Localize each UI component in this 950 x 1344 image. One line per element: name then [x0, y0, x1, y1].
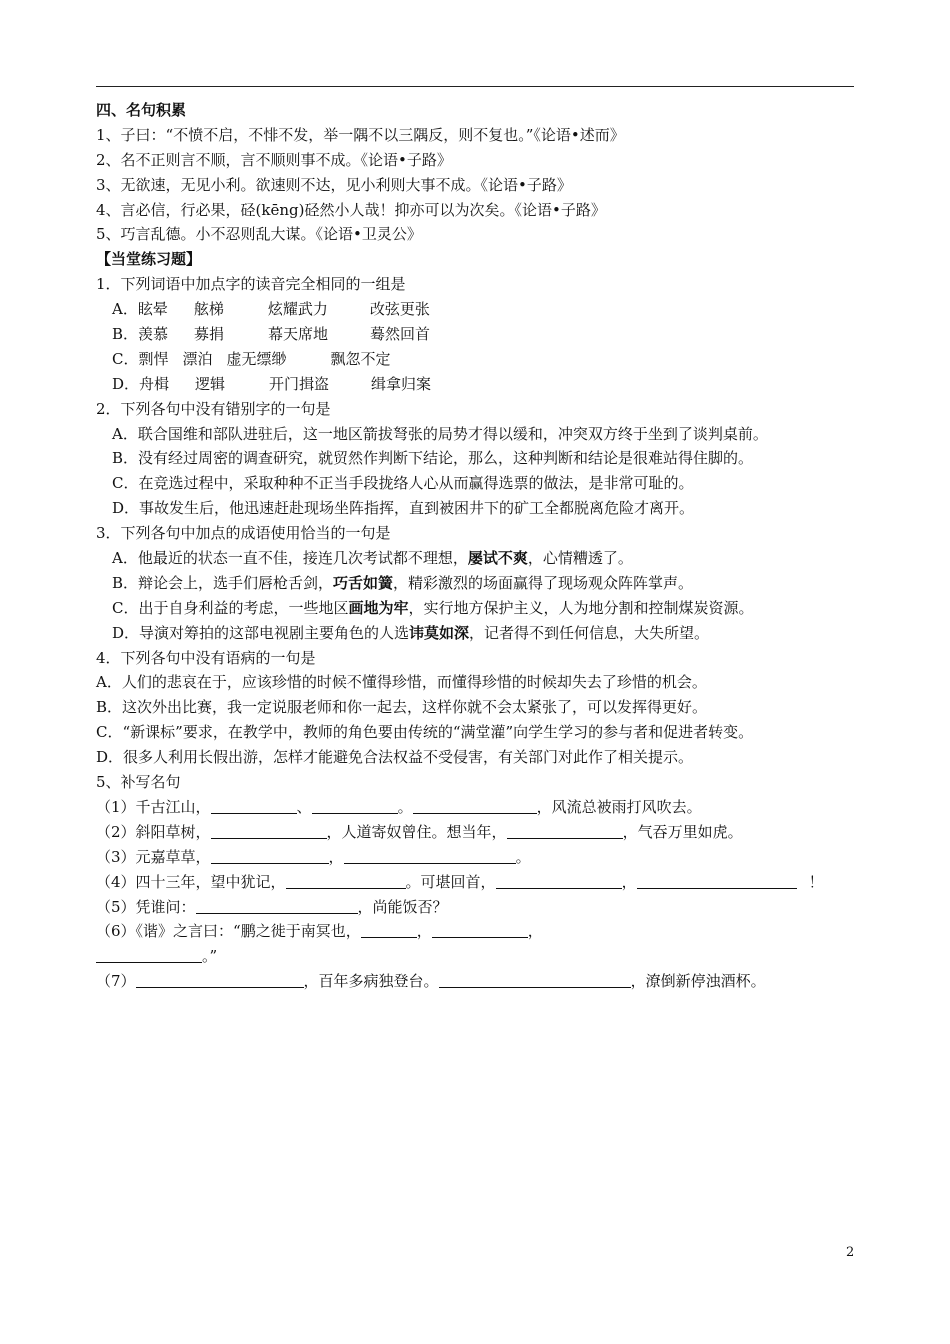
question-stem: 4．下列各句中没有语病的一句是: [96, 648, 316, 667]
fill-text: 。: [515, 847, 531, 866]
practice-heading: 【当堂练习题】: [96, 250, 202, 269]
fill-text: ！: [808, 872, 824, 891]
word: 炫耀武力: [267, 300, 328, 319]
question-stem: 2．下列各句中没有错别字的一句是: [96, 399, 331, 418]
page-number: 2: [846, 1245, 855, 1260]
word: 改弦更张: [369, 300, 430, 319]
word: 舷梯: [193, 300, 224, 319]
option-text: B．辩论会上，选手们唇枪舌剑，: [112, 573, 334, 592]
fill-text: 。: [397, 797, 413, 816]
fill-blank[interactable]: [211, 798, 297, 814]
word: 缉拿归案: [371, 374, 432, 393]
fill-blank[interactable]: [136, 972, 304, 988]
fill-text: （2）斜阳草树，: [96, 822, 211, 841]
fill-text: ，风流总被雨打风吹去。: [536, 797, 702, 816]
q1-option-c: [96, 347, 856, 372]
idiom: 画地为牢: [348, 598, 409, 617]
option-label: D．: [112, 374, 140, 393]
option-text: ，精彩激烈的场面赢得了现场观众阵阵掌声。: [393, 573, 694, 592]
word: 眩晕: [137, 300, 168, 319]
fill-text: ，气吞万里如虎。: [622, 822, 743, 841]
fill-line-6-cont: [96, 944, 856, 969]
q2-option: D．事故发生后，他迅速赶赴现场坐阵指挥，直到被困井下的矿工全都脱离危险才离开。: [112, 499, 695, 518]
fill-text: ，人道寄奴曾住。想当年，: [326, 822, 507, 841]
q3-option: [96, 571, 856, 596]
word: 舟楫: [139, 374, 170, 393]
fill-text: ，百年多病独登台。: [303, 972, 439, 991]
fill-blank[interactable]: [96, 947, 202, 963]
idiom: 讳莫如深: [409, 623, 470, 642]
option-text: D．导演对筹拍的这部电视剧主要角色的人选: [112, 623, 410, 642]
q2-option: B．没有经过周密的调查研究，就贸然作判断下结论，那么，这种判断和结论是很难站得住脚的。: [112, 449, 754, 468]
fill-text: ，: [621, 872, 637, 891]
word: 飘忽不定: [330, 349, 391, 368]
option-text: ，记者得不到任何信息，大失所望。: [469, 623, 710, 642]
q1-option-a: [96, 297, 856, 322]
option-text: ，实行地方保护主义，人为地分割和控制煤炭资源。: [408, 598, 754, 617]
fill-line-4: [96, 870, 856, 895]
option-label: C．: [112, 349, 139, 368]
option-label: B．: [112, 325, 139, 344]
fill-text: ，潦倒新停浊酒杯。: [630, 972, 766, 991]
question-stem: 3．下列各句中加点的成语使用恰当的一句是: [96, 524, 391, 543]
fill-line-2: [96, 820, 856, 845]
fill-blank[interactable]: [344, 848, 516, 864]
fill-blank[interactable]: [211, 823, 327, 839]
option-label: A．: [112, 300, 138, 319]
word: 羡慕: [138, 325, 169, 344]
q4-option: D．很多人利用长假出游，怎样才能避免合法权益不受侵害，有关部门对此作了相关提示。: [96, 748, 694, 767]
fill-text: （5）凭谁问：: [96, 897, 196, 916]
word: 开门揖盗: [269, 374, 330, 393]
q2-option: A．联合国维和部队进驻后，这一地区箭拔弩张的局势才得以缓和，冲突双方终于坐到了谈判桌前。: [112, 424, 768, 443]
fill-text: 、: [296, 797, 312, 816]
quote-line: 3、无欲速，无见小利。欲速则不达，见小利则大事不成。《论语•子路》: [96, 175, 572, 194]
quote-line: 2、名不正则言不顺，言不顺则事不成。《论语•子路》: [96, 150, 452, 169]
fill-text: 。”: [202, 947, 218, 966]
question-stem: 1．下列词语中加点字的读音完全相同的一组是: [96, 275, 406, 294]
word: 漂泊: [182, 349, 213, 368]
fill-text: （3）元嘉草草，: [96, 847, 211, 866]
fill-text: （4）四十三年，望中犹记，: [96, 872, 286, 891]
q4-option: C．“新课标”要求，在教学中，教师的角色要由传统的“满堂灌”向学生学习的参与者和促进者转变。: [96, 723, 754, 742]
fill-blank[interactable]: [196, 898, 358, 914]
idiom: 巧舌如簧: [333, 573, 394, 592]
section-heading: 四、名句积累: [96, 101, 187, 119]
fill-text: （7）: [96, 972, 136, 991]
document-body: [96, 98, 856, 994]
quote-line: 5、巧言乱德。小不忍则乱大谋。《论语•卫灵公》: [96, 225, 422, 244]
fill-blank[interactable]: [312, 798, 398, 814]
fill-line-1: [96, 795, 856, 820]
word: 逻辑: [195, 374, 226, 393]
fill-text: ，: [416, 922, 432, 941]
fill-blank[interactable]: [496, 873, 622, 889]
fill-text: ，: [328, 847, 344, 866]
q3-option: [96, 596, 856, 621]
fill-line-6: [96, 919, 856, 944]
header-rule: [96, 86, 854, 87]
word: 虚无缥缈: [226, 349, 287, 368]
word: 蓦然回首: [370, 325, 431, 344]
fill-blank[interactable]: [361, 922, 417, 938]
quote-line: 1、子曰：“不愤不启，不悱不发，举一隅不以三隅反，则不复也。”《论语•述而》: [96, 125, 625, 144]
fill-text: 。可堪回首，: [405, 872, 496, 891]
idiom: 屡试不爽: [467, 549, 528, 568]
q1-option-b: [96, 322, 856, 347]
q4-option: A．人们的悲哀在于，应该珍惜的时候不懂得珍惜，而懂得珍惜的时候却失去了珍惜的机会。: [96, 673, 707, 692]
fill-blank[interactable]: [507, 823, 623, 839]
q4-option: B．这次外出比赛，我一定说服老师和你一起去，这样你就不会太紧张了，可以发挥得更好。: [96, 698, 708, 717]
fill-text: ，: [527, 922, 543, 941]
question-stem: 5、补写名句: [96, 773, 181, 792]
q1-option-d: [96, 372, 856, 397]
option-text: ，心情糟透了。: [527, 549, 633, 568]
q3-option: [96, 546, 856, 571]
fill-text: ，尚能饭否？: [357, 897, 448, 916]
fill-blank[interactable]: [439, 972, 631, 988]
quote-line: 4、言必信，行必果，硁(kēng)硁然小人哉！抑亦可以为次矣。《论语•子路》: [96, 200, 606, 219]
fill-blank[interactable]: [286, 873, 406, 889]
word: 募捐: [194, 325, 225, 344]
fill-blank[interactable]: [211, 848, 329, 864]
fill-text: （6）《谐》之言曰：“鹏之徙于南冥也，: [96, 922, 361, 941]
option-text: A．他最近的状态一直不佳，接连几次考试都不理想，: [112, 549, 468, 568]
fill-line-5: [96, 895, 856, 920]
option-text: C．出于自身利益的考虑，一些地区: [112, 598, 349, 617]
fill-line-7: [96, 969, 856, 994]
word: 幕天席地: [268, 325, 329, 344]
q2-option: C．在竞选过程中，采取种种不正当手段拢络人心从而赢得选票的做法，是非常可耻的。: [112, 474, 694, 493]
fill-blank[interactable]: [413, 798, 537, 814]
fill-line-3: [96, 845, 856, 870]
fill-text: （1）千古江山，: [96, 797, 211, 816]
q3-option: [96, 621, 856, 646]
word: 剽悍: [138, 349, 169, 368]
fill-blank[interactable]: [637, 873, 797, 889]
fill-blank[interactable]: [432, 922, 528, 938]
